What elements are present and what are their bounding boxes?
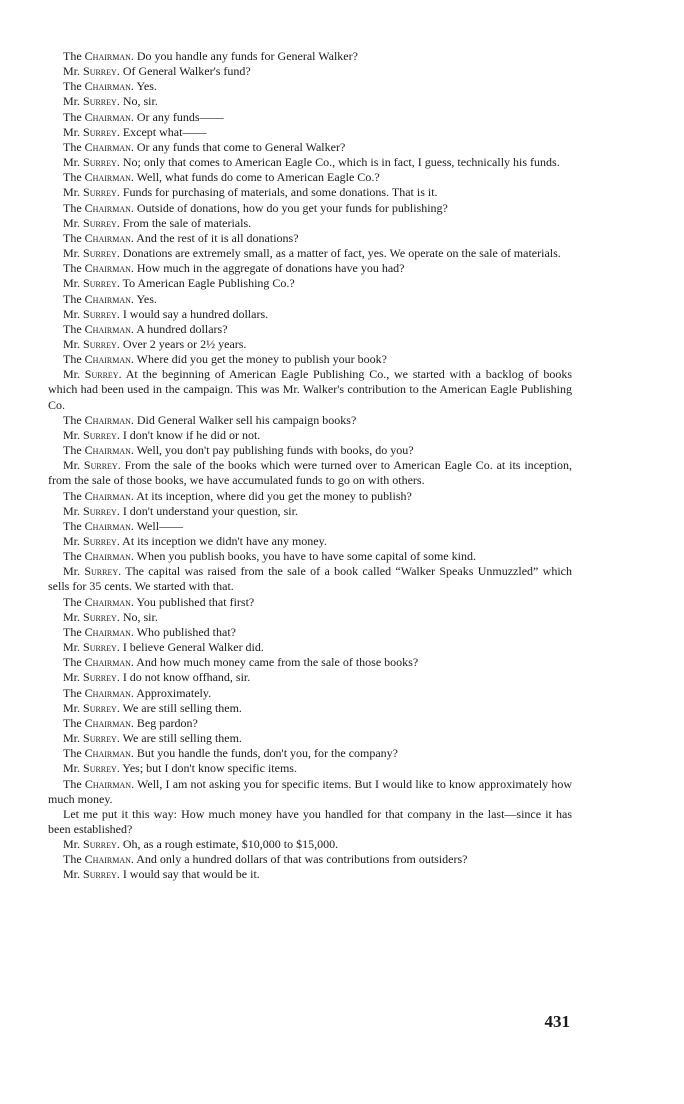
speaker-name: Chairman <box>84 518 131 533</box>
speaker-title: The <box>63 715 85 730</box>
speaker-name: Chairman <box>84 230 131 245</box>
speech-text: . Yes. <box>130 291 157 306</box>
transcript-paragraph <box>48 670 572 685</box>
transcript-paragraph <box>48 716 572 731</box>
transcript-paragraph <box>48 595 572 610</box>
transcript-paragraph <box>48 49 572 64</box>
speaker-name: Surrey <box>83 427 117 442</box>
speech-text: . Beg pardon? <box>130 715 198 730</box>
speaker-title: The <box>63 518 85 533</box>
transcript-paragraph <box>48 610 572 625</box>
speaker-name: Surrey <box>83 761 117 776</box>
transcript-paragraph <box>48 504 572 519</box>
speech-text: . Of General Walker's fund? <box>116 64 251 79</box>
speaker-title: Mr. <box>63 609 84 624</box>
speaker-name: Chairman <box>84 549 131 564</box>
speaker-title: The <box>63 49 85 63</box>
transcript-paragraph <box>48 337 572 352</box>
speech-text: . Over 2 years or 2½ years. <box>116 336 247 351</box>
transcript-paragraph <box>48 185 572 200</box>
transcript-paragraph <box>48 807 572 837</box>
speaker-title: The <box>63 200 85 215</box>
speech-text: . At its inception we didn't have any money. <box>116 534 327 548</box>
speaker-title: The <box>63 352 85 367</box>
speaker-title: The <box>63 776 85 791</box>
speaker-name: Chairman <box>84 852 131 867</box>
transcript-paragraph <box>48 307 572 322</box>
speech-text: . Do you handle any funds for General Walker? <box>130 49 358 63</box>
transcript-paragraph <box>48 867 572 882</box>
speaker-title: Mr. <box>63 246 84 261</box>
speaker-title: Mr. <box>63 761 84 776</box>
speaker-title: The <box>63 549 85 564</box>
transcript-paragraph <box>48 125 572 140</box>
speaker-title: The <box>63 852 85 867</box>
speech-text: . Well, you don't pay publishing funds with books, do you? <box>130 443 414 458</box>
speech-text: . When you publish books, you have to have some capital of some kind. <box>130 549 476 564</box>
speaker-title: The <box>63 321 85 336</box>
speech-text: . Funds for purchasing of materials, and some donations. That is it. <box>116 185 438 200</box>
transcript-paragraph <box>48 322 572 337</box>
speaker-name: Surrey <box>83 276 117 291</box>
speaker-title: The <box>63 685 85 700</box>
speaker-title: Mr. <box>63 367 85 382</box>
speech-text: . No, sir. <box>116 94 158 109</box>
speech-text: . From the sale of the books which were turned over to American Eagle Co. at its inception, from the sale of those books, we have accumulated funds to go on with others. <box>48 458 573 488</box>
speaker-name: Surrey <box>84 564 119 579</box>
speaker-name: Surrey <box>83 534 117 548</box>
speaker-name: Surrey <box>83 503 117 518</box>
speaker-title: Mr. <box>63 564 85 579</box>
speaker-name: Surrey <box>83 246 117 261</box>
speech-text: . But you handle the funds, don't you, for the company? <box>130 746 399 761</box>
transcript-paragraph <box>48 261 572 276</box>
speaker-name: Surrey <box>83 155 117 170</box>
transcript-paragraph <box>48 655 572 670</box>
speaker-name: Chairman <box>84 443 131 458</box>
transcript-paragraph <box>48 686 572 701</box>
speaker-name: Chairman <box>84 170 131 185</box>
speaker-title: Mr. <box>63 276 84 291</box>
speaker-name: Chairman <box>84 624 131 639</box>
speech-text: . Or any funds—— <box>130 109 224 124</box>
speech-text: . I would say a hundred dollars. <box>116 306 269 321</box>
speaker-title: The <box>63 139 85 154</box>
speaker-name: Surrey <box>83 306 117 321</box>
speech-text: . And how much money came from the sale of those books? <box>130 655 419 670</box>
speaker-title: Mr. <box>63 427 84 442</box>
speech-text: . Who published that? <box>130 624 236 639</box>
speaker-name: Chairman <box>84 776 132 791</box>
transcript-paragraph <box>48 746 572 761</box>
speaker-name: Surrey <box>83 731 117 746</box>
speaker-title: Mr. <box>63 731 84 746</box>
speech-text: . Well, what funds do come to American Eagle Co.? <box>130 170 380 185</box>
speech-text: . At its inception, where did you get the money to publish? <box>130 488 412 503</box>
speaker-title: Mr. <box>63 458 84 473</box>
transcript-paragraph <box>48 640 572 655</box>
speaker-title: Mr. <box>63 640 84 655</box>
speaker-name: Surrey <box>83 867 117 882</box>
speaker-name: Chairman <box>84 109 131 124</box>
speaker-name: Chairman <box>84 139 131 154</box>
speaker-name: Surrey <box>83 609 117 624</box>
speech-text: . At the beginning of American Eagle Publishing Co., we started with a backlog of books which had been used in the campaign. This was Mr. Walker's contribution to the American Eagle Publishing Co. <box>48 367 572 412</box>
speech-text: . You published that first? <box>130 594 255 609</box>
transcript-paragraph <box>48 549 572 564</box>
transcript-paragraph <box>48 458 572 488</box>
speech-text: . I don't understand your question, sir. <box>116 503 298 518</box>
speaker-title: The <box>63 443 85 458</box>
speaker-title: Mr. <box>63 534 84 548</box>
speaker-title: Mr. <box>63 503 84 518</box>
transcript-paragraph <box>48 625 572 640</box>
speech-text: . Well—— <box>130 518 184 533</box>
speaker-name: Surrey <box>83 215 117 230</box>
transcript-paragraph <box>48 413 572 428</box>
speaker-name: Chairman <box>84 594 131 609</box>
speaker-name: Chairman <box>84 746 131 761</box>
speaker-name: Surrey <box>83 64 117 79</box>
transcript-paragraph <box>48 170 572 185</box>
transcript-paragraph <box>48 110 572 125</box>
speaker-name: Chairman <box>84 261 131 276</box>
speech-text: . Donations are extremely small, as a matter of fact, yes. We operate on the sale of materials. <box>116 246 561 261</box>
speaker-name: Chairman <box>84 352 131 367</box>
speech-text: . A hundred dollars? <box>130 321 228 336</box>
speaker-name: Surrey <box>84 367 119 382</box>
speaker-name: Chairman <box>84 488 131 503</box>
speaker-title: The <box>63 291 85 306</box>
speech-text: . To American Eagle Publishing Co.? <box>116 276 295 291</box>
speaker-title: The <box>63 261 85 276</box>
speech-text: . Yes; but I don't know specific items. <box>116 761 297 776</box>
speech-text: . From the sale of materials. <box>116 215 252 230</box>
speech-text: . Where did you get the money to publish your book? <box>130 352 387 367</box>
speaker-name: Chairman <box>84 715 131 730</box>
speech-text: . I believe General Walker did. <box>116 640 264 655</box>
speaker-title: The <box>63 594 85 609</box>
transcript-paragraph <box>48 852 572 867</box>
transcript-paragraph <box>48 701 572 716</box>
speech-text: . Well, I am not asking you for specific items. But I would like to know approximately how much money. <box>48 776 572 806</box>
speaker-title: The <box>63 170 85 185</box>
transcript-paragraph <box>48 837 572 852</box>
speech-text: . We are still selling them. <box>116 700 242 715</box>
transcript-paragraph <box>48 276 572 291</box>
speaker-name: Surrey <box>83 94 117 109</box>
speech-text: . I do not know offhand, sir. <box>116 670 251 685</box>
speech-text: . And only a hundred dollars of that was contributions from outsiders? <box>130 852 468 867</box>
transcript-paragraph <box>48 231 572 246</box>
transcript-paragraph <box>48 731 572 746</box>
speech-text: . I don't know if he did or not. <box>116 427 261 442</box>
transcript-paragraph <box>48 155 572 170</box>
speaker-name: Surrey <box>83 185 117 200</box>
speaker-name: Chairman <box>84 655 131 670</box>
transcript-paragraph <box>48 367 572 412</box>
transcript-paragraph <box>48 64 572 79</box>
speech-text: . How much in the aggregate of donations have you had? <box>130 261 405 276</box>
transcript-paragraph <box>48 216 572 231</box>
transcript-paragraph <box>48 94 572 109</box>
transcript-paragraph <box>48 564 572 594</box>
transcript-paragraph <box>48 246 572 261</box>
speech-text: . We are still selling them. <box>116 731 242 746</box>
speaker-name: Surrey <box>83 700 117 715</box>
speaker-title: Mr. <box>63 215 84 230</box>
speech-text: . Approximately. <box>130 685 212 700</box>
speaker-title: Mr. <box>63 700 84 715</box>
speaker-title: The <box>63 230 85 245</box>
speech-text: . Did General Walker sell his campaign books? <box>130 412 357 427</box>
speaker-title: Mr. <box>63 124 84 139</box>
speaker-title: Mr. <box>63 306 84 321</box>
speaker-name: Chairman <box>84 49 131 63</box>
speaker-name: Surrey <box>83 336 117 351</box>
transcript-paragraph <box>48 519 572 534</box>
speaker-title: Mr. <box>63 336 84 351</box>
speaker-title: Mr. <box>63 155 84 170</box>
speech-text: . Outside of donations, how do you get your funds for publishing? <box>130 200 448 215</box>
speaker-name: Surrey <box>83 640 117 655</box>
speaker-title: The <box>63 109 85 124</box>
speech-text: . Yes. <box>130 79 157 94</box>
speaker-name: Chairman <box>84 79 131 94</box>
speaker-title: The <box>63 655 85 670</box>
speaker-title: Mr. <box>63 867 84 882</box>
transcript-paragraph <box>48 292 572 307</box>
speaker-title: The <box>63 624 85 639</box>
speech-text: Let me put it this way: How much money have you handled for that company in the last—since it has been established? <box>48 806 572 836</box>
speaker-name: Surrey <box>83 670 117 685</box>
page-number: 431 <box>544 1012 570 1031</box>
speaker-name: Surrey <box>83 458 118 473</box>
transcript-paragraph <box>48 443 572 458</box>
speaker-name: Chairman <box>84 685 131 700</box>
speaker-title: The <box>63 488 85 503</box>
speaker-name: Chairman <box>84 321 131 336</box>
speech-text: . I would say that would be it. <box>116 867 260 882</box>
speaker-title: The <box>63 746 85 761</box>
speaker-name: Chairman <box>84 200 131 215</box>
transcript-paragraph <box>48 777 572 807</box>
speaker-title: Mr. <box>63 670 84 685</box>
transcript-paragraph <box>48 201 572 216</box>
speaker-title: The <box>63 79 85 94</box>
transcript-paragraph <box>48 489 572 504</box>
speech-text: . Oh, as a rough estimate, $10,000 to $15,000. <box>116 837 339 852</box>
speaker-name: Chairman <box>84 412 131 427</box>
speech-text: . No, sir. <box>116 609 158 624</box>
speech-text: . And the rest of it is all donations? <box>130 230 299 245</box>
speech-text: . Or any funds that come to General Walker? <box>130 139 346 154</box>
speaker-name: Chairman <box>84 291 131 306</box>
transcript-paragraph <box>48 140 572 155</box>
speech-text: . No; only that comes to American Eagle Co., which is in fact, I guess, technically his funds. <box>116 155 560 170</box>
speaker-title: Mr. <box>63 185 84 200</box>
speech-text: . The capital was raised from the sale of a book called “Walker Speaks Unmuzzled” which sells for 35 cents. We started with that. <box>48 564 572 594</box>
speaker-name: Surrey <box>83 124 117 139</box>
speaker-name: Surrey <box>83 837 117 852</box>
speaker-title: Mr. <box>63 64 84 79</box>
transcript-paragraph <box>48 534 572 549</box>
speaker-title: Mr. <box>63 94 84 109</box>
transcript-paragraph <box>48 761 572 776</box>
speaker-title: Mr. <box>63 837 84 852</box>
testimony-transcript <box>48 49 572 883</box>
speech-text: . Except what—— <box>116 124 207 139</box>
speaker-title: The <box>63 412 85 427</box>
transcript-paragraph <box>48 79 572 94</box>
transcript-paragraph <box>48 352 572 367</box>
transcript-paragraph <box>48 428 572 443</box>
